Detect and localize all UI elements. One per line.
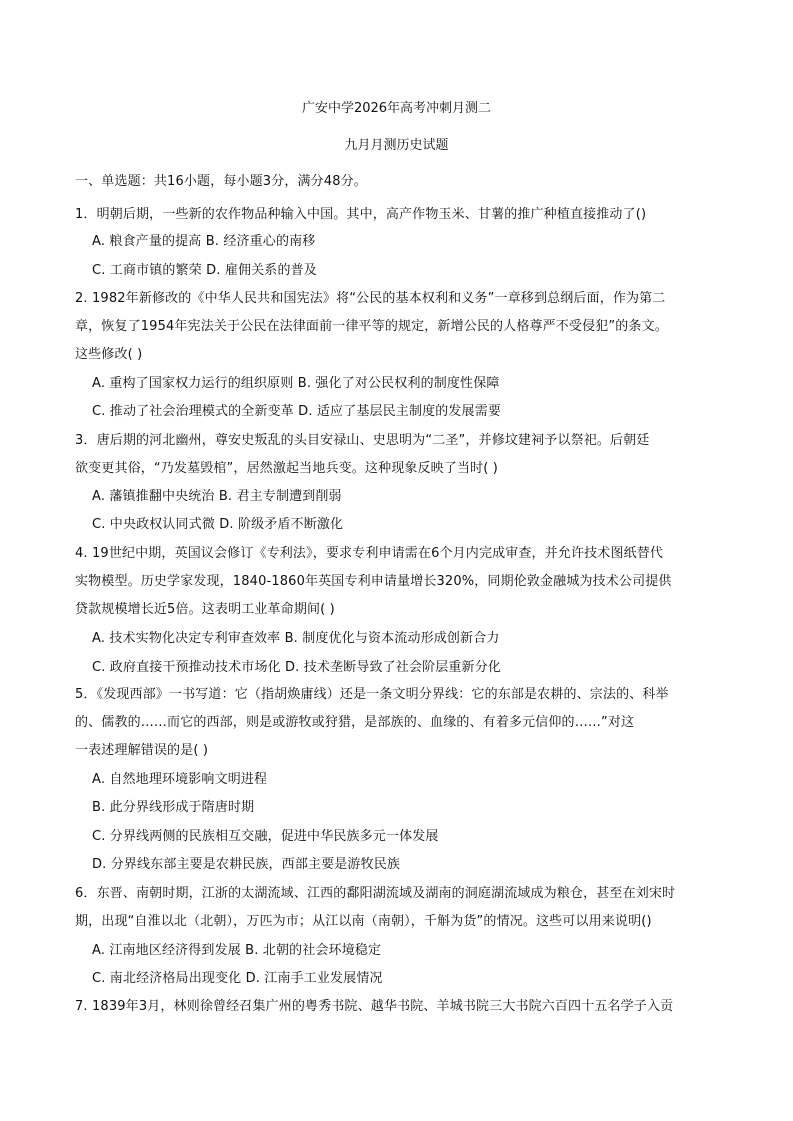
question-4-stem-line-3: 贷款规模增长近5倍。这表明工业革命期间( ) xyxy=(75,602,335,617)
question-4-stem-line-2: 实物模型。历史学家发现，1840-1860年英国专利申请量增长320%，同期伦敦金融城为技术公司提供 xyxy=(75,574,672,589)
question-6-stem-line-1: 6．东晋、南朝时期，江浙的太湖流域、江西的鄱阳湖流域及湖南的洞庭湖流域成为粮仓，甚至在刘宋时 xyxy=(75,886,676,901)
question-5-option-a: A. 自然地理环境影响文明进程 xyxy=(92,772,268,787)
question-1-stem: 1．明朝后期，一些新的农作物品种输入中国。其中，高产作物玉米、甘薯的推广种植直接推动了() xyxy=(75,207,647,222)
question-7-stem-line-1: 7. 1839年3月，林则徐曾经召集广州的粤秀书院、越华书院、羊城书院三大书院六百四十五名学子入贡 xyxy=(75,999,674,1014)
question-5-stem-line-1: 5．《发现西部》一书写道：它（指胡焕庸线）还是一条文明分界线：它的东部是农耕的、宗法的、科举 xyxy=(75,687,669,702)
question-2-options-ab: A. 重构了国家权力运行的组织原则 B. 强化了对公民权利的制度性保障 xyxy=(92,376,500,391)
question-1-options-ab: A. 粮食产量的提高 B. 经济重心的南移 xyxy=(92,234,316,249)
question-4-options-cd: C. 政府直接干预推动技术市场化 D. 技术垄断导致了社会阶层重新分化 xyxy=(92,660,501,675)
question-5-option-c: C. 分界线两侧的民族相互交融，促进中华民族多元一体发展 xyxy=(92,829,439,844)
question-3-options-cd: C. 中央政权认同式微 D. 阶级矛盾不断激化 xyxy=(92,517,344,532)
question-3-stem-line-1: 3．唐后期的河北幽州，尊安史叛乱的头目安禄山、史思明为“二圣”，并修坟建祠予以祭祀。后朝廷 xyxy=(75,433,650,448)
question-6-options-ab: A. 江南地区经济得到发展 B. 北朝的社会环境稳定 xyxy=(92,943,382,958)
section-heading: 一、单选题：共16小题，每小题3分，满分48分。 xyxy=(75,174,367,189)
question-4-stem-line-1: 4. 19世纪中期，英国议会修订《专利法》，要求专利申请需在6个月内完成审查，并允许技术图纸替代 xyxy=(75,546,664,561)
question-3-options-ab: A. 藩镇推翻中央统治 B. 君主专制遭到削弱 xyxy=(92,489,342,504)
question-6-options-cd: C. 南北经济格局出现变化 D. 江南手工业发展情况 xyxy=(92,971,383,986)
question-5-stem-line-3: 一表述理解错误的是( ) xyxy=(75,743,209,758)
question-4-options-ab: A. 技术实物化决定专利审查效率 B. 制度优化与资本流动形成创新合力 xyxy=(92,631,500,646)
question-5-option-d: D. 分界线东部主要是农耕民族，西部主要是游牧民族 xyxy=(92,857,401,872)
question-3-stem-line-2: 欲变更其俗，“乃发墓毁棺”，居然激起当地兵变。这种现象反映了当时( ) xyxy=(75,461,498,476)
question-2-stem-line-1: 2. 1982年新修改的《中华人民共和国宪法》将“公民的基本权利和义务”一章移到总纲后面，作为第二 xyxy=(75,291,666,306)
question-6-stem-line-2: 期，出现“自淮以北（北朝），万匹为市；从江以南（南朝），千斛为货”的情况。这些可以用来说明() xyxy=(75,914,652,929)
question-2-options-cd: C. 推动了社会治理模式的全新变革 D. 适应了基层民主制度的发展需要 xyxy=(92,404,501,419)
question-2-stem-line-2: 章，恢复了1954年宪法关于公民在法律面前一律平等的规定，新增公民的人格尊严不受侵犯”的条文。 xyxy=(75,319,668,334)
question-1-options-cd: C. 工商市镇的繁荣 D. 雇佣关系的普及 xyxy=(92,263,317,278)
exam-title: 广安中学2026年高考冲刺月测二 xyxy=(301,101,492,116)
question-2-stem-line-3: 这些修改( ) xyxy=(75,347,143,362)
question-5-option-b: B. 此分界线形成于隋唐时期 xyxy=(92,800,255,815)
question-5-stem-line-2: 的、儒教的……而它的西部，则是或游牧或狩猎，是部族的、血缘的、有着多元信仰的……”对这 xyxy=(75,715,635,730)
exam-subtitle: 九月月测历史试题 xyxy=(344,138,449,153)
